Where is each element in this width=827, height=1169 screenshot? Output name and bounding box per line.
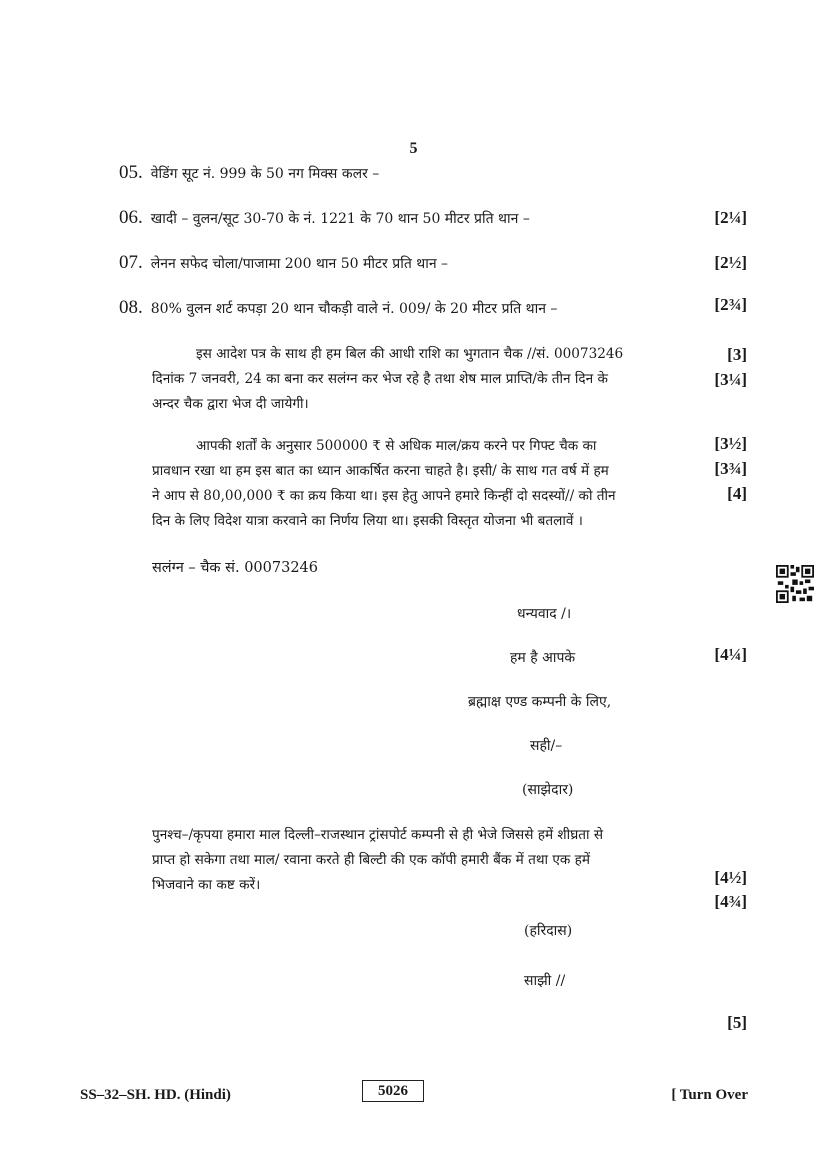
list-item [119, 207, 530, 229]
company-line: ब्रह्माक्ष एण्ड कम्पनी के लिए, [468, 694, 612, 710]
marks-label: [3] [727, 345, 747, 364]
item-text: 80% वुलन शर्ट कपड़ा 20 थान चौकड़ी वाले नं. 009/ के 20 मीटर प्रति थान – [150, 301, 558, 317]
paragraph-line: पुनश्च–/कृपया हमारा माल दिल्ली–राजस्थान ट्रांसपोर्ट कम्पनी से ही भेजे जिससे हमें शीघ्रता से [152, 827, 604, 843]
marks-label: [4] [727, 484, 747, 503]
item-text: वेडिंग सूट नं. 999 के 50 नग मिक्स कलर – [150, 166, 380, 182]
item-text: खादी – वुलन/सूट 30-70 के नं. 1221 के 70 थान 50 मीटर प्रति थान – [150, 211, 530, 227]
yours-line: हम है आपके [510, 650, 576, 666]
paragraph-line: दिन के लिए विदेश यात्रा करवाने का निर्णय लिया था। इसकी विस्तृत योजना भी बतलावें । [152, 513, 583, 529]
paragraph-line: प्रावधान रखा था हम इस बात का ध्यान आकर्षित करना चाहते है। इसी/ के साथ गत वर्ष में हम [152, 463, 609, 479]
item-number: 07. [119, 252, 143, 273]
partner-sign-line: साझी // [524, 973, 566, 989]
marks-label: [2¾] [714, 295, 747, 314]
paragraph-line: ने आप से 80,00,000 ₹ का क्रय किया था। इस हेतु आपने हमारे किन्हीं दो सदस्यों// को तीन [152, 488, 616, 504]
marks-label: [4¾] [714, 892, 747, 911]
paragraph-line: अन्दर चैक द्वारा भेज दी जायेगी। [152, 396, 309, 412]
marks-label: [3½] [714, 434, 747, 453]
footer-paper-code: SS–32–SH. HD. (Hindi) [80, 1087, 231, 1103]
marks-label: [4½] [714, 868, 747, 887]
paragraph-line: आपकी शर्तों के अनुसार 500000 ₹ से अधिक माल/क्रय करने पर गिफ्ट चैक का [196, 438, 597, 454]
enclosure-line: सलंग्न – चैक सं. 00073246 [152, 560, 318, 576]
marks-label: [3¼] [714, 370, 747, 389]
item-text: लेनन सफेद चोला/पाजामा 200 थान 50 मीटर प्रति थान – [150, 256, 449, 272]
gift-cheque-paragraph [152, 434, 697, 534]
payment-paragraph [152, 342, 697, 417]
marks-label: [4¼] [714, 645, 747, 664]
page-number: 5 [409, 140, 418, 157]
partner-designation: (साझेदार) [522, 782, 574, 798]
postscript-paragraph [152, 823, 697, 898]
list-item [119, 252, 448, 274]
haridas-line: (हरिदास) [524, 923, 573, 939]
item-number: 06. [119, 207, 143, 228]
marks-label: [2½] [714, 253, 747, 272]
item-number: 05. [119, 162, 143, 183]
list-item [119, 162, 379, 184]
marks-label: [5] [727, 1013, 747, 1032]
qr-code-icon [776, 565, 814, 603]
item-number: 08. [119, 297, 143, 318]
thanks-line: धन्यवाद /। [517, 606, 572, 622]
footer-booklet-code: 5026 [362, 1080, 424, 1102]
paragraph-line: प्राप्त हो सकेगा तथा माल/ रवाना करते ही बिल्टी की एक कॉपी हमारी बैंक में तथा एक हमें [152, 852, 591, 868]
marks-label: [3¾] [714, 459, 747, 478]
signed-line: सही/– [530, 738, 563, 754]
paragraph-line: दिनांक 7 जनवरी, 24 का बना कर सलंग्न कर भेज रहे है तथा शेष माल प्राप्ति/के तीन दिन के [152, 371, 608, 387]
turn-over-label: [ Turn Over [671, 1087, 748, 1103]
paragraph-line: भिजवाने का कष्ट करें। [152, 877, 261, 893]
marks-label: [2¼] [714, 208, 747, 227]
list-item [119, 297, 557, 319]
paragraph-line: इस आदेश पत्र के साथ ही हम बिल की आधी राशि का भुगतान चैक //सं. 00073246 [196, 346, 624, 362]
